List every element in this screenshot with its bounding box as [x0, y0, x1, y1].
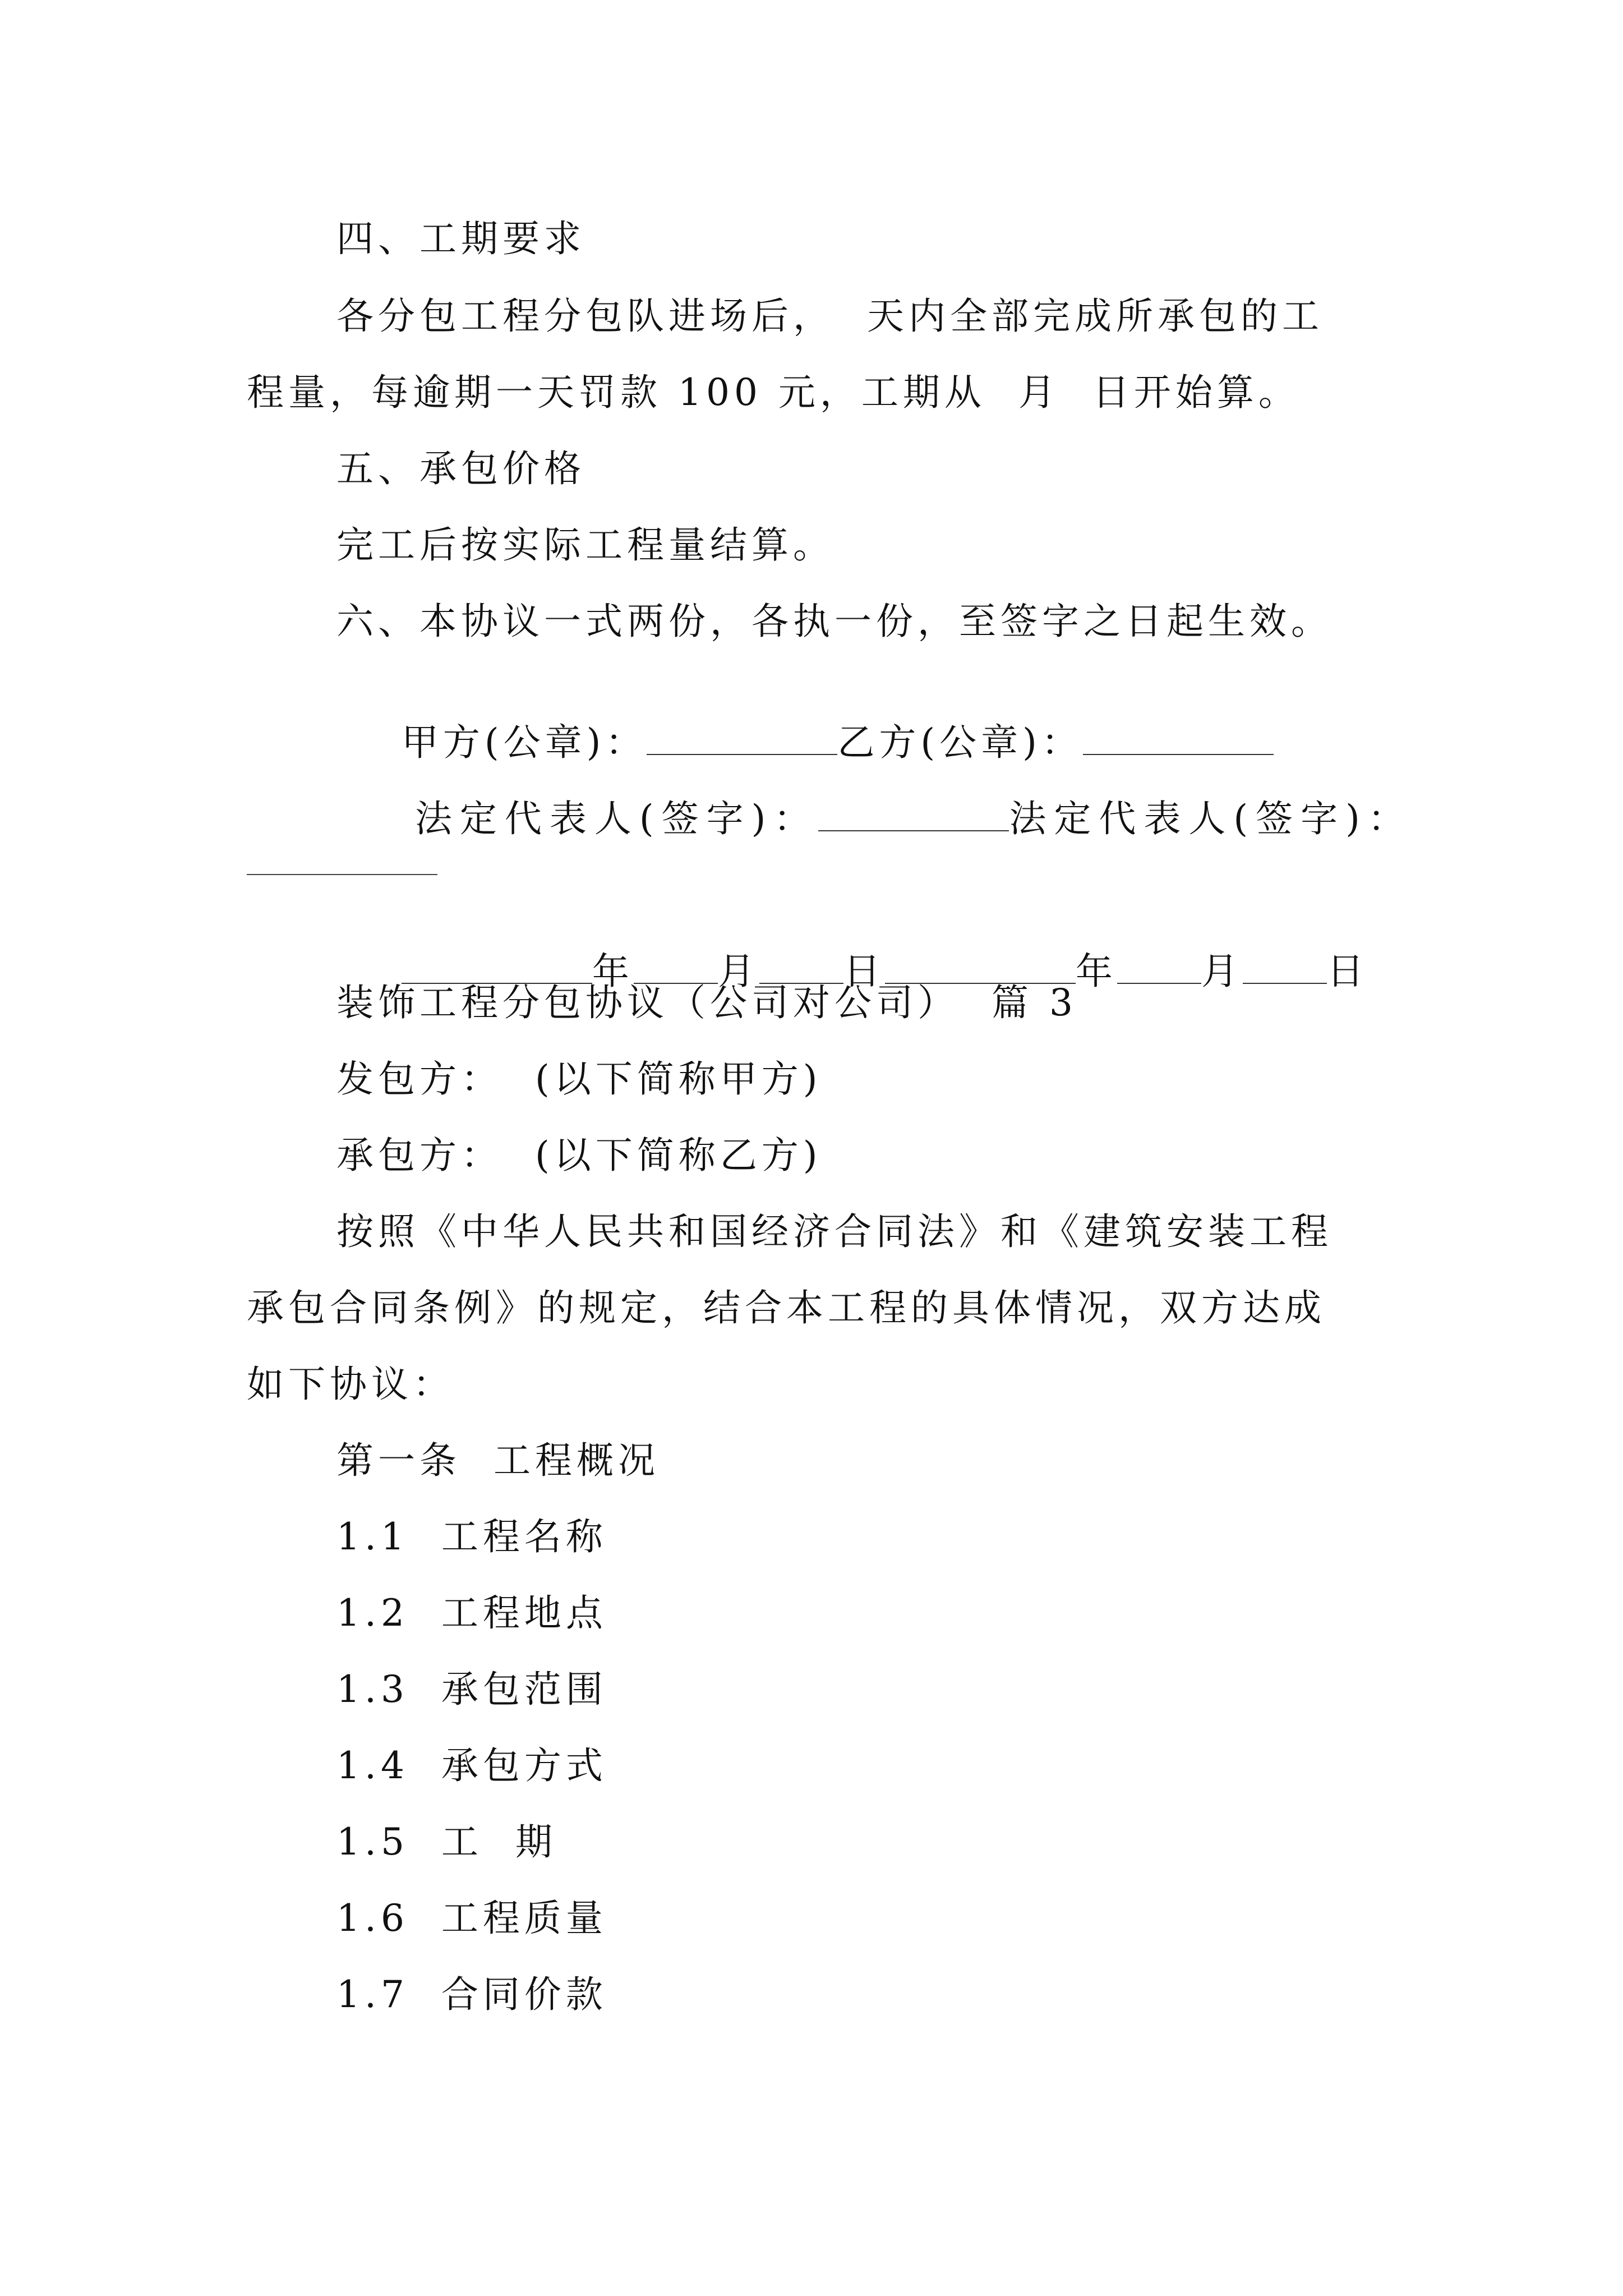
party-b-blank[interactable]: [1083, 720, 1274, 755]
year-label: 年: [1075, 950, 1117, 993]
document-title: 装饰工程分包协议（公司对公司） 篇 3: [336, 981, 1077, 1024]
party-a-blank[interactable]: [647, 720, 837, 755]
paragraph-line: 承包合同条例》的规定，结合本工程的具体情况，双方达成: [247, 1286, 1326, 1329]
contractor-line: 承包方： (以下简称乙方): [336, 1134, 822, 1177]
rep-a-blank[interactable]: [818, 797, 1009, 831]
signature-line-representatives: [336, 752, 1413, 886]
section-heading-price: 五、承包价格: [336, 447, 585, 490]
day-a-blank[interactable]: [759, 949, 843, 984]
clause-item: 1.5 工 期: [336, 1820, 557, 1864]
day-label: 日: [843, 950, 885, 993]
article-heading: 第一条 工程概况: [336, 1439, 660, 1482]
paragraph-line: 程量，每逾期一天罚款 100 元，工期从 月 日开始算。: [247, 371, 1300, 414]
section-heading-schedule: 四、工期要求: [336, 217, 585, 260]
party-a-label: 甲方(公章)：: [401, 721, 647, 764]
month-a-blank[interactable]: [634, 949, 718, 984]
day-label: 日: [1326, 950, 1368, 993]
month-label: 月: [717, 950, 759, 993]
year-a-blank[interactable]: [402, 949, 592, 984]
year-b-blank[interactable]: [885, 949, 1076, 984]
month-label: 月: [1201, 950, 1243, 993]
paragraph-line: 按照《中华人民共和国经济合同法》和《建筑安装工程: [336, 1210, 1332, 1253]
day-b-blank[interactable]: [1243, 949, 1327, 984]
party-b-label: 乙方(公章)：: [837, 721, 1083, 764]
clause-item: 1.6 工程质量: [336, 1897, 607, 1940]
clause-item: 1.3 承包范围: [336, 1668, 607, 1711]
paragraph-line: 各分包工程分包队进场后， 天内全部完成所承包的工: [336, 295, 1324, 338]
clause-item: 1.7 合同价款: [336, 1973, 607, 2016]
rep-a-label: 法定代表人(签字)：: [414, 797, 819, 840]
rep-b-label: 法定代表人(签字)：: [1009, 797, 1413, 840]
section-heading-copies: 六、本协议一式两份，各执一份，至签字之日起生效。: [336, 600, 1332, 643]
clause-item: 1.4 承包方式: [336, 1744, 607, 1787]
clause-item: 1.2 工程地点: [336, 1591, 607, 1635]
clause-item: 1.1 工程名称: [336, 1515, 607, 1558]
month-b-blank[interactable]: [1117, 949, 1201, 984]
paragraph-line: 如下协议：: [247, 1363, 454, 1406]
rep-b-blank[interactable]: [247, 874, 437, 875]
employer-line: 发包方： (以下简称甲方): [336, 1057, 822, 1101]
paragraph-line: 完工后按实际工程量结算。: [336, 523, 834, 567]
year-label: 年: [592, 950, 634, 993]
